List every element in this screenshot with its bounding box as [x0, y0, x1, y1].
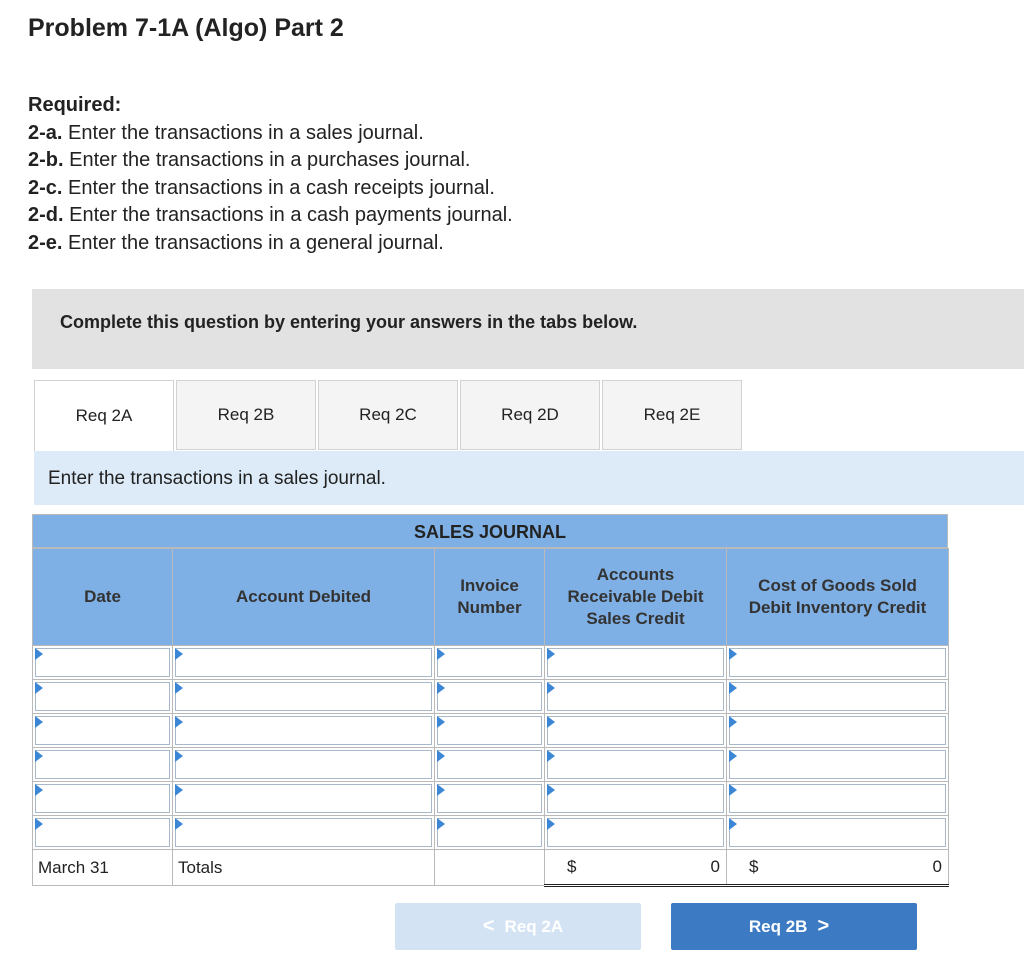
invoice-input[interactable] — [437, 648, 542, 677]
totals-date: March 31 — [33, 850, 173, 886]
accounts-receivable-input[interactable] — [547, 648, 724, 677]
journal-title: SALES JOURNAL — [32, 514, 948, 548]
tab-bar — [34, 380, 1024, 450]
account-input[interactable] — [175, 750, 432, 779]
dropdown-indicator-icon — [547, 716, 555, 728]
cogs-input[interactable] — [729, 682, 946, 711]
invoice-input[interactable] — [437, 682, 542, 711]
date-input[interactable] — [35, 818, 170, 847]
accounts-receivable-input[interactable] — [547, 750, 724, 779]
accounts-receivable-input[interactable] — [547, 682, 724, 711]
cell-cogs — [727, 680, 949, 714]
cell-cogs — [727, 748, 949, 782]
cell-invoice — [435, 782, 545, 816]
next-req-label: Req 2B — [748, 916, 808, 936]
dropdown-indicator-icon — [729, 750, 737, 762]
journal-entry-row — [33, 748, 949, 782]
cell-accounts-receivable — [545, 782, 727, 816]
account-input[interactable] — [175, 648, 432, 677]
next-req-button[interactable] — [671, 903, 917, 950]
prev-req-label: Req 2A — [504, 916, 564, 936]
col-header-date: Date — [33, 549, 173, 646]
col-header-accounts-receivable: Accounts Receivable Debit Sales Credit — [545, 549, 727, 646]
cogs-input[interactable] — [729, 818, 946, 847]
cogs-input[interactable] — [729, 784, 946, 813]
cell-account — [173, 680, 435, 714]
dropdown-indicator-icon — [175, 784, 183, 796]
cell-accounts-receivable — [545, 680, 727, 714]
journal-entry-row — [33, 714, 949, 748]
totals-row — [33, 850, 949, 886]
dropdown-indicator-icon — [547, 648, 555, 660]
dropdown-indicator-icon — [437, 818, 445, 830]
cell-accounts-receivable — [545, 646, 727, 680]
sales-journal — [32, 514, 948, 887]
cell-accounts-receivable — [545, 748, 727, 782]
dropdown-indicator-icon — [175, 818, 183, 830]
dropdown-indicator-icon — [547, 818, 555, 830]
required-item-2b: 2-b. Enter the transactions in a purchases journal. — [28, 149, 471, 171]
dropdown-indicator-icon — [547, 682, 555, 694]
account-input[interactable] — [175, 682, 432, 711]
totals-accounts-receivable — [545, 850, 727, 886]
dropdown-indicator-icon — [437, 682, 445, 694]
account-input[interactable] — [175, 818, 432, 847]
ar-currency-symbol: $ — [567, 857, 577, 876]
journal-entry-row — [33, 782, 949, 816]
dropdown-indicator-icon — [729, 648, 737, 660]
required-item-2a: 2-a. Enter the transactions in a sales journal. — [28, 121, 424, 144]
required-section — [28, 92, 513, 257]
dropdown-indicator-icon — [547, 750, 555, 762]
date-input[interactable] — [35, 750, 170, 779]
invoice-input[interactable] — [437, 750, 542, 779]
dropdown-indicator-icon — [35, 818, 43, 830]
chevron-right-icon: > — [817, 915, 830, 937]
cogs-currency-symbol: $ — [749, 857, 759, 876]
cell-date — [33, 714, 173, 748]
cell-account — [173, 748, 435, 782]
invoice-input[interactable] — [437, 784, 542, 813]
col-header-cogs: Cost of Goods Sold Debit Inventory Credit — [727, 549, 949, 646]
cell-account — [173, 816, 435, 850]
accounts-receivable-input[interactable] — [547, 784, 724, 813]
journal-table — [32, 548, 949, 887]
dropdown-indicator-icon — [175, 648, 183, 660]
instructions-banner — [32, 289, 1024, 369]
dropdown-indicator-icon — [35, 648, 43, 660]
ar-total-value: 0 — [710, 857, 720, 876]
accounts-receivable-input[interactable] — [547, 818, 724, 847]
cell-account — [173, 782, 435, 816]
dropdown-indicator-icon — [437, 716, 445, 728]
dropdown-indicator-icon — [437, 784, 445, 796]
cell-date — [33, 782, 173, 816]
date-input[interactable] — [35, 648, 170, 677]
tab-instruction-text: Enter the transactions in a sales journal. — [48, 468, 386, 489]
cell-date — [33, 646, 173, 680]
tab-req-2e[interactable]: Req 2E — [602, 380, 742, 450]
col-header-invoice: Invoice Number — [435, 549, 545, 646]
account-input[interactable] — [175, 784, 432, 813]
dropdown-indicator-icon — [437, 750, 445, 762]
required-item-2e: 2-e. Enter the transactions in a general journal. — [28, 231, 444, 254]
tab-instruction-bar — [34, 451, 1024, 505]
cell-invoice — [435, 646, 545, 680]
prev-req-button[interactable] — [395, 903, 641, 950]
dropdown-indicator-icon — [175, 716, 183, 728]
dropdown-indicator-icon — [175, 682, 183, 694]
dropdown-indicator-icon — [729, 682, 737, 694]
cell-invoice — [435, 714, 545, 748]
dropdown-indicator-icon — [729, 818, 737, 830]
dropdown-indicator-icon — [547, 784, 555, 796]
tab-req-2c[interactable]: Req 2C — [318, 380, 458, 450]
cell-cogs — [727, 782, 949, 816]
cell-cogs — [727, 714, 949, 748]
cogs-input[interactable] — [729, 750, 946, 779]
date-input[interactable] — [35, 682, 170, 711]
accounts-receivable-input[interactable] — [547, 716, 724, 745]
cell-invoice — [435, 816, 545, 850]
journal-header-row — [33, 549, 949, 646]
date-input[interactable] — [35, 784, 170, 813]
cogs-total-value: 0 — [932, 857, 942, 876]
invoice-input[interactable] — [437, 716, 542, 745]
cell-cogs — [727, 816, 949, 850]
cell-date — [33, 680, 173, 714]
cell-account — [173, 646, 435, 680]
dropdown-indicator-icon — [729, 716, 737, 728]
cell-accounts-receivable — [545, 816, 727, 850]
cell-date — [33, 748, 173, 782]
cogs-input[interactable] — [729, 648, 946, 677]
cogs-input[interactable] — [729, 716, 946, 745]
totals-cogs — [727, 850, 949, 886]
invoice-input[interactable] — [437, 818, 542, 847]
col-header-account: Account Debited — [173, 549, 435, 646]
dropdown-indicator-icon — [729, 784, 737, 796]
dropdown-indicator-icon — [35, 784, 43, 796]
required-heading: Required: — [28, 94, 122, 116]
cell-accounts-receivable — [545, 714, 727, 748]
journal-entry-row — [33, 816, 949, 850]
cell-cogs — [727, 646, 949, 680]
tab-req-2b[interactable]: Req 2B — [176, 380, 316, 450]
cell-invoice — [435, 680, 545, 714]
chevron-left-icon: < — [482, 915, 495, 937]
dropdown-indicator-icon — [35, 750, 43, 762]
account-input[interactable] — [175, 716, 432, 745]
tab-req-2d[interactable]: Req 2D — [460, 380, 600, 450]
dropdown-indicator-icon — [35, 716, 43, 728]
tab-req-2a[interactable]: Req 2A — [34, 380, 174, 451]
totals-label: Totals — [173, 850, 435, 886]
cell-date — [33, 816, 173, 850]
journal-entry-row — [33, 646, 949, 680]
cell-account — [173, 714, 435, 748]
instructions-text: Complete this question by entering your answers in the tabs below. — [60, 312, 638, 332]
totals-invoice-empty — [435, 850, 545, 886]
required-item-2d: 2-d. Enter the transactions in a cash payments journal. — [28, 204, 513, 226]
date-input[interactable] — [35, 716, 170, 745]
page-title: Problem 7-1A (Algo) Part 2 — [28, 14, 344, 42]
cell-invoice — [435, 748, 545, 782]
journal-entry-row — [33, 680, 949, 714]
dropdown-indicator-icon — [175, 750, 183, 762]
dropdown-indicator-icon — [35, 682, 43, 694]
required-item-2c: 2-c. Enter the transactions in a cash receipts journal. — [28, 176, 495, 199]
dropdown-indicator-icon — [437, 648, 445, 660]
